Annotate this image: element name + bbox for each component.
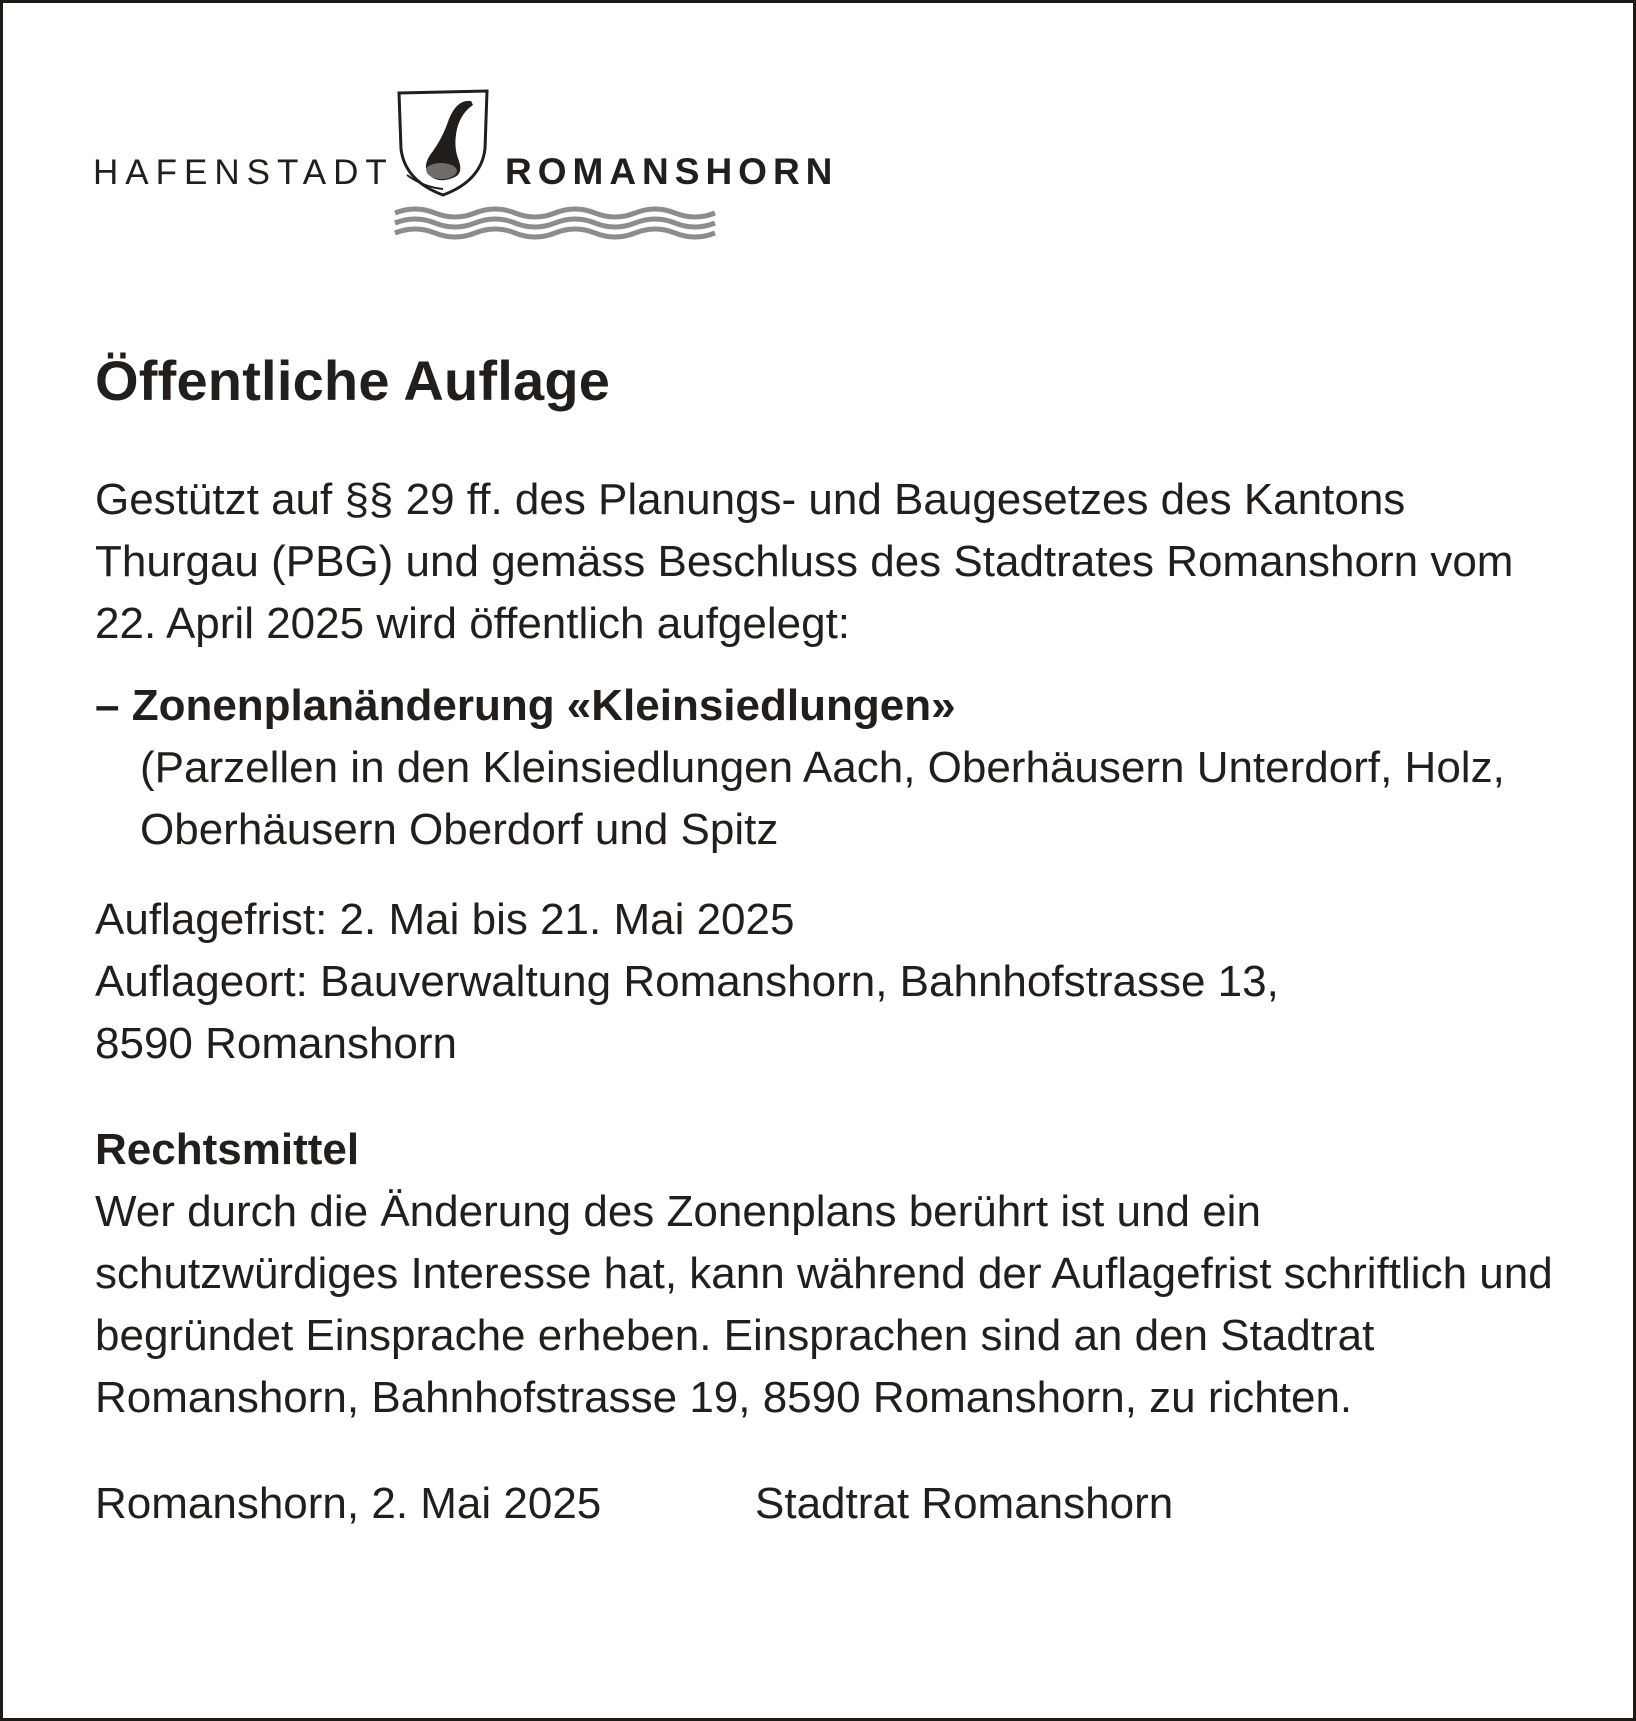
logo-hafenstadt-text: HAFENSTADT	[93, 153, 394, 192]
plan-item-title: – Zonenplanänderung «Kleinsiedlungen»	[95, 681, 956, 730]
city-logo	[93, 89, 883, 239]
signature-authority: Stadtrat Romanshorn	[755, 1479, 1174, 1528]
notice-content	[95, 349, 1575, 1535]
location-line-1: Auflageort: Bauverwaltung Romanshorn, Bahnhofstrasse 13,	[95, 957, 1279, 1006]
waves-icon	[393, 205, 723, 241]
deadline-line: Auflagefrist: 2. Mai bis 21. Mai 2025	[95, 895, 795, 944]
notice-dates	[95, 889, 1575, 1075]
location-line-2: 8590 Romanshorn	[95, 1019, 458, 1068]
notice-intro: Gestützt auf §§ 29 ff. des Planungs- und Baugesetzes des Kantons Thurgau (PBG) und gemäss Beschluss des Stadtrates Romanshorn vom 22. April 2025 wird öffentlich aufgelegt:	[95, 475, 1514, 648]
legal-text: Wer durch die Änderung des Zonenplans berührt ist und ein schutzwürdiges Interesse hat, kann während der Auflagefrist schriftlich und begründet Einsprache erheben. Einsprachen sind an den Stadtrat Romanshorn, Bahnhofstrasse 19, 8590 Romanshorn, zu richten.	[95, 1187, 1553, 1422]
plan-item	[95, 675, 1575, 861]
horn-crest-icon	[393, 89, 493, 199]
signature-place-date: Romanshorn, 2. Mai 2025	[95, 1479, 602, 1528]
signature-line	[95, 1473, 1575, 1535]
plan-item-detail: (Parzellen in den Kleinsiedlungen Aach, Oberhäusern Unterdorf, Holz, Oberhäusern Oberdorf und Spitz	[140, 743, 1505, 854]
legal-heading: Rechtsmittel	[95, 1125, 360, 1174]
logo-romanshorn-text: ROMANSHORN	[505, 151, 839, 192]
notice-title: Öffentliche Auflage	[95, 349, 611, 412]
